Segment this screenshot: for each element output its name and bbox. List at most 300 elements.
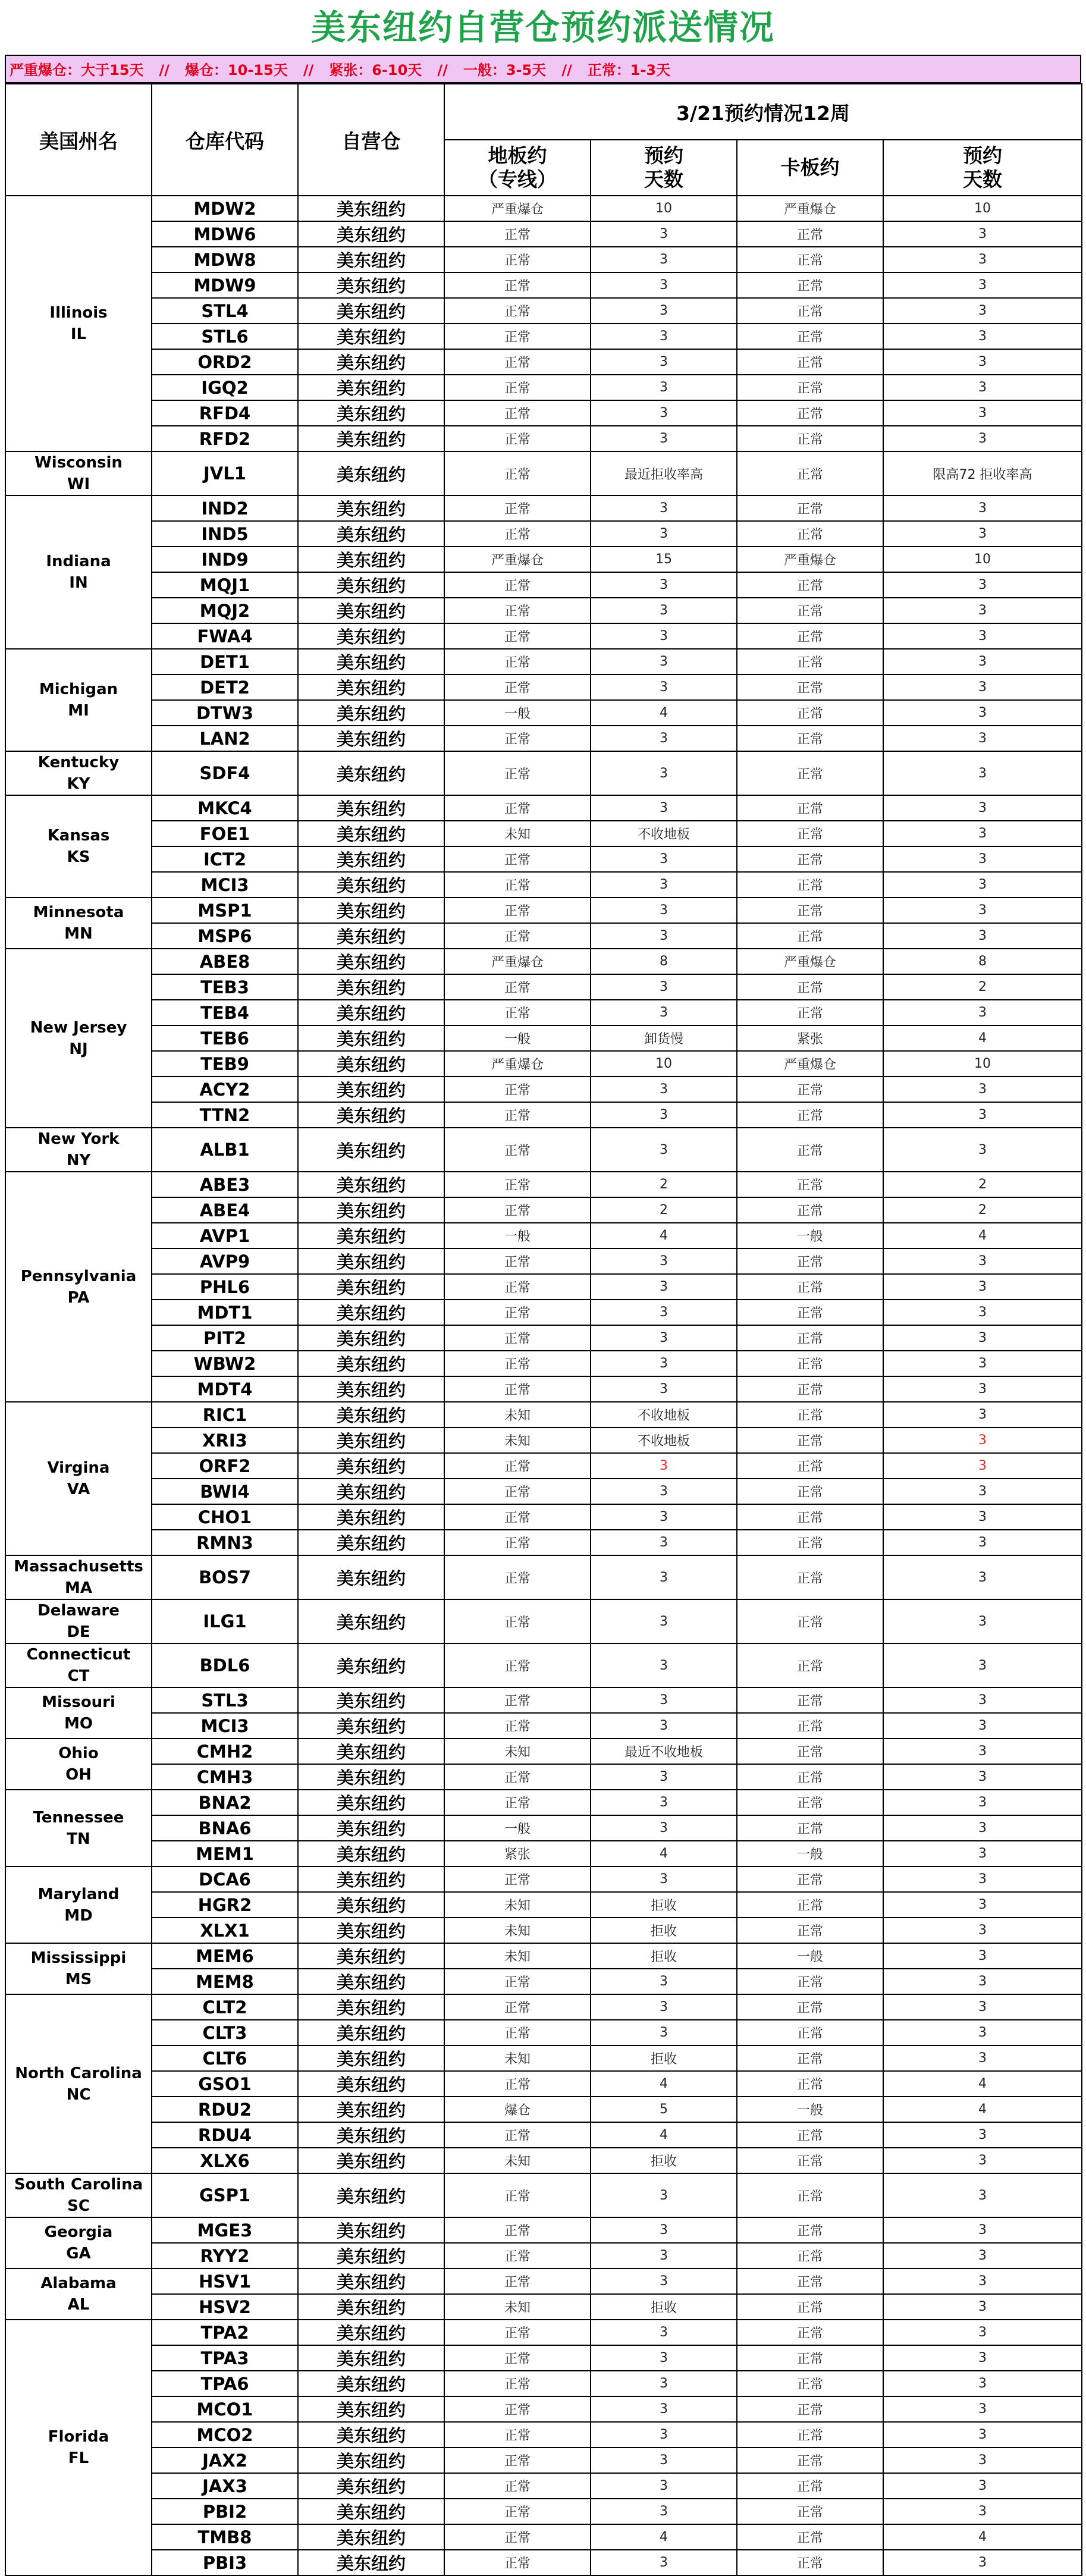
table-row	[5, 2268, 1082, 2294]
floor-days: 3	[591, 726, 737, 751]
pallet-status: 一般	[737, 1943, 883, 1969]
warehouse-name: 美东纽约	[298, 572, 444, 598]
pallet-status: 正常	[737, 1274, 883, 1300]
table-row	[5, 2294, 1082, 2320]
pallet-days: 3	[883, 1530, 1082, 1555]
warehouse-name: 美东纽约	[298, 674, 444, 700]
table-row	[5, 1530, 1082, 1555]
warehouse-code: STL4	[152, 298, 298, 324]
table-row	[5, 1376, 1082, 1402]
floor-days: 最近不收地板	[591, 1739, 737, 1764]
pallet-status: 正常	[737, 923, 883, 949]
warehouse-name: 美东纽约	[298, 1841, 444, 1866]
pallet-days: 3	[883, 1687, 1082, 1713]
pallet-status: 紧张	[737, 1025, 883, 1051]
floor-days: 3	[591, 2345, 737, 2371]
floor-status: 正常	[444, 623, 591, 649]
warehouse-name: 美东纽约	[298, 1815, 444, 1841]
warehouse-code: DTW3	[152, 700, 298, 726]
floor-days: 3	[591, 1994, 737, 2020]
warehouse-code: TEB3	[152, 974, 298, 1000]
pallet-status: 正常	[737, 700, 883, 726]
warehouse-name: 美东纽约	[298, 1866, 444, 1892]
floor-days: 3	[591, 572, 737, 598]
pallet-days: 3	[883, 898, 1082, 923]
floor-days: 4	[591, 2122, 737, 2148]
floor-status: 正常	[444, 2345, 591, 2371]
table-row	[5, 623, 1082, 649]
floor-status: 正常	[444, 1530, 591, 1555]
warehouse-code: ORF2	[152, 1453, 298, 1479]
floor-status: 一般	[444, 1025, 591, 1051]
floor-status: 正常	[444, 495, 591, 521]
floor-status: 正常	[444, 2173, 591, 2217]
floor-days: 3	[591, 349, 737, 375]
warehouse-code: XLX6	[152, 2148, 298, 2173]
pallet-days: 3	[883, 1892, 1082, 1918]
pallet-status: 正常	[737, 1994, 883, 2020]
floor-status: 正常	[444, 298, 591, 324]
floor-status: 正常	[444, 898, 591, 923]
table-row	[5, 2448, 1082, 2473]
warehouse-code: BOS7	[152, 1555, 298, 1599]
floor-days: 4	[591, 2071, 737, 2097]
floor-status: 正常	[444, 426, 591, 451]
pallet-days: 3	[883, 1248, 1082, 1274]
pallet-days: 3	[883, 598, 1082, 623]
header-state: 美国州名	[5, 84, 152, 196]
warehouse-code: LAN2	[152, 726, 298, 751]
table-row	[5, 1969, 1082, 1994]
pallet-status: 正常	[737, 2217, 883, 2243]
pallet-status: 正常	[737, 1300, 883, 1325]
warehouse-code: RMN3	[152, 1530, 298, 1555]
warehouse-name: 美东纽约	[298, 1376, 444, 1402]
pallet-status: 正常	[737, 2371, 883, 2396]
pallet-status: 严重爆仓	[737, 196, 883, 221]
floor-status: 严重爆仓	[444, 547, 591, 572]
pallet-days: 4	[883, 1223, 1082, 1248]
pallet-days: 3	[883, 324, 1082, 349]
floor-days: 3	[591, 247, 737, 272]
pallet-status: 严重爆仓	[737, 547, 883, 572]
floor-days: 3	[591, 2550, 737, 2575]
warehouse-name: 美东纽约	[298, 2396, 444, 2422]
table-row	[5, 598, 1082, 623]
floor-days: 不收地板	[591, 1402, 737, 1427]
floor-status: 正常	[444, 2524, 591, 2550]
warehouse-name: 美东纽约	[298, 521, 444, 547]
pallet-status: 正常	[737, 2173, 883, 2217]
pallet-days: 3	[883, 2396, 1082, 2422]
warehouse-name: 美东纽约	[298, 1918, 444, 1943]
warehouse-code: JVL1	[152, 451, 298, 495]
floor-status: 未知	[444, 1739, 591, 1764]
warehouse-name: 美东纽约	[298, 1351, 444, 1376]
warehouse-name: 美东纽约	[298, 2371, 444, 2396]
floor-status: 正常	[444, 1077, 591, 1102]
pallet-days: 3	[883, 1427, 1082, 1453]
warehouse-name: 美东纽约	[298, 2020, 444, 2045]
floor-days: 4	[591, 1223, 737, 1248]
pallet-status: 正常	[737, 2345, 883, 2371]
floor-days: 3	[591, 2173, 737, 2217]
state-cell: Minnesota MN	[5, 898, 152, 949]
pallet-status: 正常	[737, 2448, 883, 2473]
pallet-days: 10	[883, 196, 1082, 221]
warehouse-name: 美东纽约	[298, 426, 444, 451]
floor-days: 3	[591, 1687, 737, 1713]
floor-status: 爆仓	[444, 2097, 591, 2122]
warehouse-code: RDU4	[152, 2122, 298, 2148]
state-cell: Georgia GA	[5, 2217, 152, 2268]
warehouse-code: ABE3	[152, 1172, 298, 1197]
floor-days: 3	[591, 2243, 737, 2268]
pallet-days: 3	[883, 1994, 1082, 2020]
floor-status: 正常	[444, 674, 591, 700]
floor-days: 8	[591, 949, 737, 974]
warehouse-name: 美东纽约	[298, 196, 444, 221]
floor-status: 正常	[444, 1764, 591, 1790]
warehouse-name: 美东纽约	[298, 1790, 444, 1815]
pallet-days: 3	[883, 1402, 1082, 1427]
floor-status: 正常	[444, 1376, 591, 1402]
header-floor: 地板约 （专线）	[444, 140, 591, 196]
pallet-days: 3	[883, 247, 1082, 272]
warehouse-name: 美东纽约	[298, 1025, 444, 1051]
floor-status: 正常	[444, 272, 591, 298]
pallet-days: 3	[883, 2448, 1082, 2473]
table-row	[5, 1643, 1082, 1687]
state-cell: New York NY	[5, 1128, 152, 1172]
pallet-status: 正常	[737, 598, 883, 623]
floor-days: 3	[591, 674, 737, 700]
pallet-days: 3	[883, 2345, 1082, 2371]
floor-status: 一般	[444, 1223, 591, 1248]
floor-days: 3	[591, 2020, 737, 2045]
floor-days: 3	[591, 751, 737, 795]
warehouse-name: 美东纽约	[298, 923, 444, 949]
warehouse-code: MDT4	[152, 1376, 298, 1402]
table-row	[5, 221, 1082, 247]
floor-status: 正常	[444, 324, 591, 349]
warehouse-name: 美东纽约	[298, 1969, 444, 1994]
pallet-days: 3	[883, 426, 1082, 451]
warehouse-code: TPA2	[152, 2320, 298, 2345]
warehouse-code: CMH2	[152, 1739, 298, 1764]
state-cell: Wisconsin WI	[5, 451, 152, 495]
pallet-status: 正常	[737, 2148, 883, 2173]
floor-status: 一般	[444, 700, 591, 726]
warehouse-name: 美东纽约	[298, 2524, 444, 2550]
table-row	[5, 846, 1082, 872]
pallet-days: 3	[883, 2045, 1082, 2071]
pallet-days: 3	[883, 2148, 1082, 2173]
table-row	[5, 1325, 1082, 1351]
pallet-status: 正常	[737, 1866, 883, 1892]
pallet-days: 4	[883, 2097, 1082, 2122]
header-floor-days: 预约 天数	[591, 140, 737, 196]
floor-status: 紧张	[444, 1841, 591, 1866]
floor-status: 正常	[444, 2243, 591, 2268]
legend-item: 严重爆仓：大于15天	[10, 62, 144, 79]
warehouse-code: GSO1	[152, 2071, 298, 2097]
pallet-days: 3	[883, 298, 1082, 324]
table-row	[5, 1427, 1082, 1453]
header-group: 3/21预约情况12周	[444, 84, 1082, 140]
table-row	[5, 1351, 1082, 1376]
pallet-days: 4	[883, 2071, 1082, 2097]
floor-status: 正常	[444, 1555, 591, 1599]
floor-days: 3	[591, 2396, 737, 2422]
table-row	[5, 949, 1082, 974]
pallet-status: 正常	[737, 1197, 883, 1223]
pallet-days: 3	[883, 272, 1082, 298]
floor-days: 3	[591, 1790, 737, 1815]
floor-status: 严重爆仓	[444, 1051, 591, 1077]
pallet-status: 正常	[737, 795, 883, 821]
pallet-days: 3	[883, 2020, 1082, 2045]
warehouse-name: 美东纽约	[298, 623, 444, 649]
warehouse-code: TTN2	[152, 1102, 298, 1128]
table-row	[5, 1077, 1082, 1102]
pallet-days: 3	[883, 2243, 1082, 2268]
floor-days: 3	[591, 923, 737, 949]
warehouse-code: MDW2	[152, 196, 298, 221]
state-cell: Connecticut CT	[5, 1643, 152, 1687]
warehouse-code: IND9	[152, 547, 298, 572]
pallet-days: 3	[883, 821, 1082, 846]
warehouse-name: 美东纽约	[298, 495, 444, 521]
floor-status: 正常	[444, 1274, 591, 1300]
floor-days: 3	[591, 974, 737, 1000]
floor-status: 正常	[444, 923, 591, 949]
table-row	[5, 196, 1082, 221]
floor-days: 3	[591, 1300, 737, 1325]
pallet-status: 正常	[737, 2020, 883, 2045]
floor-days: 3	[591, 1077, 737, 1102]
table-row	[5, 400, 1082, 426]
table-row	[5, 2371, 1082, 2396]
warehouse-code: CLT3	[152, 2020, 298, 2045]
state-cell: Maryland MD	[5, 1866, 152, 1943]
warehouse-name: 美东纽约	[298, 1000, 444, 1025]
floor-status: 正常	[444, 2448, 591, 2473]
state-cell: Ohio OH	[5, 1739, 152, 1790]
warehouse-code: JAX2	[152, 2448, 298, 2473]
pallet-status: 正常	[737, 1427, 883, 1453]
floor-status: 正常	[444, 1866, 591, 1892]
floor-status: 正常	[444, 1325, 591, 1351]
pallet-days: 3	[883, 1453, 1082, 1479]
warehouse-name: 美东纽约	[298, 898, 444, 923]
warehouse-name: 美东纽约	[298, 1223, 444, 1248]
pallet-status: 正常	[737, 375, 883, 400]
table-row	[5, 1892, 1082, 1918]
legend-separator: //	[561, 62, 572, 79]
warehouse-code: TMB8	[152, 2524, 298, 2550]
floor-days: 3	[591, 1555, 737, 1599]
floor-days: 3	[591, 2473, 737, 2499]
pallet-status: 正常	[737, 2071, 883, 2097]
legend-item: 一般：3-5天	[463, 62, 547, 79]
pallet-days: 3	[883, 1300, 1082, 1325]
warehouse-name: 美东纽约	[298, 2122, 444, 2148]
warehouse-code: XRI3	[152, 1427, 298, 1453]
warehouse-code: MCO2	[152, 2422, 298, 2448]
floor-status: 正常	[444, 795, 591, 821]
pallet-status: 正常	[737, 898, 883, 923]
pallet-status: 正常	[737, 247, 883, 272]
pallet-status: 正常	[737, 623, 883, 649]
floor-status: 严重爆仓	[444, 949, 591, 974]
pallet-status: 正常	[737, 1172, 883, 1197]
pallet-status: 一般	[737, 2097, 883, 2122]
pallet-days: 3	[883, 2217, 1082, 2243]
legend-separator: //	[159, 62, 170, 79]
warehouse-name: 美东纽约	[298, 2217, 444, 2243]
pallet-status: 正常	[737, 495, 883, 521]
floor-status: 正常	[444, 2499, 591, 2524]
pallet-status: 正常	[737, 974, 883, 1000]
floor-status: 正常	[444, 451, 591, 495]
pallet-days: 3	[883, 1555, 1082, 1599]
floor-status: 正常	[444, 1504, 591, 1530]
warehouse-name: 美东纽约	[298, 1325, 444, 1351]
warehouse-code: CHO1	[152, 1504, 298, 1530]
warehouse-name: 美东纽约	[298, 1248, 444, 1274]
warehouse-code: BNA6	[152, 1815, 298, 1841]
floor-days: 3	[591, 1248, 737, 1274]
pallet-days: 3	[883, 1599, 1082, 1643]
pallet-status: 正常	[737, 426, 883, 451]
floor-status: 正常	[444, 2217, 591, 2243]
warehouse-name: 美东纽约	[298, 451, 444, 495]
floor-days: 3	[591, 1866, 737, 1892]
warehouse-name: 美东纽约	[298, 649, 444, 674]
warehouse-name: 美东纽约	[298, 1643, 444, 1687]
pallet-status: 正常	[737, 1402, 883, 1427]
table-row	[5, 1866, 1082, 1892]
floor-days: 不收地板	[591, 821, 737, 846]
warehouse-name: 美东纽约	[298, 2448, 444, 2473]
pallet-days: 4	[883, 2524, 1082, 2550]
state-cell: Florida FL	[5, 2320, 152, 2575]
state-cell: Pennsylvania PA	[5, 1172, 152, 1402]
pallet-status: 严重爆仓	[737, 949, 883, 974]
warehouse-code: HSV1	[152, 2268, 298, 2294]
warehouse-name: 美东纽约	[298, 846, 444, 872]
pallet-status: 正常	[737, 272, 883, 298]
pallet-days: 3	[883, 623, 1082, 649]
pallet-days: 3	[883, 2320, 1082, 2345]
warehouse-code: TEB9	[152, 1051, 298, 1077]
warehouse-code: MQJ2	[152, 598, 298, 623]
table-row	[5, 726, 1082, 751]
table-row	[5, 1504, 1082, 1530]
floor-days: 5	[591, 2097, 737, 2122]
warehouse-name: 美东纽约	[298, 974, 444, 1000]
warehouse-name: 美东纽约	[298, 272, 444, 298]
pallet-days: 3	[883, 649, 1082, 674]
floor-days: 3	[591, 272, 737, 298]
table-row	[5, 1172, 1082, 1197]
legend-item: 紧张：6-10天	[329, 62, 422, 79]
floor-days: 3	[591, 2448, 737, 2473]
pallet-days: 3	[883, 2499, 1082, 2524]
floor-days: 不收地板	[591, 1427, 737, 1453]
floor-days: 3	[591, 898, 737, 923]
pallet-days: 3	[883, 2422, 1082, 2448]
pallet-days: 3	[883, 1643, 1082, 1687]
floor-status: 正常	[444, 2473, 591, 2499]
state-cell: North Carolina NC	[5, 1994, 152, 2173]
warehouse-code: MSP1	[152, 898, 298, 923]
warehouse-code: WBW2	[152, 1351, 298, 1376]
floor-status: 正常	[444, 1790, 591, 1815]
pallet-days: 3	[883, 726, 1082, 751]
table-row	[5, 2422, 1082, 2448]
floor-status: 未知	[444, 1918, 591, 1943]
floor-days: 卸货慢	[591, 1025, 737, 1051]
table-row	[5, 1790, 1082, 1815]
warehouse-name: 美东纽约	[298, 2473, 444, 2499]
pallet-status: 正常	[737, 1555, 883, 1599]
pallet-days: 3	[883, 1504, 1082, 1530]
pallet-days: 10	[883, 547, 1082, 572]
floor-days: 3	[591, 298, 737, 324]
pallet-status: 正常	[737, 1479, 883, 1504]
floor-status: 未知	[444, 1427, 591, 1453]
pallet-days: 3	[883, 751, 1082, 795]
pallet-status: 正常	[737, 726, 883, 751]
pallet-status: 正常	[737, 1892, 883, 1918]
warehouse-code: RFD2	[152, 426, 298, 451]
warehouse-code: RFD4	[152, 400, 298, 426]
floor-days: 3	[591, 846, 737, 872]
sheet	[5, 0, 1081, 2576]
state-cell: Indiana IN	[5, 495, 152, 649]
floor-status: 正常	[444, 2320, 591, 2345]
floor-status: 正常	[444, 2371, 591, 2396]
table-row	[5, 751, 1082, 795]
pallet-status: 正常	[737, 1530, 883, 1555]
floor-status: 正常	[444, 1000, 591, 1025]
table-row	[5, 898, 1082, 923]
warehouse-name: 美东纽约	[298, 2550, 444, 2575]
warehouse-code: TPA6	[152, 2371, 298, 2396]
floor-status: 正常	[444, 221, 591, 247]
table-header	[5, 84, 1082, 196]
warehouse-name: 美东纽约	[298, 726, 444, 751]
warehouse-code: MEM1	[152, 1841, 298, 1866]
table-row	[5, 1248, 1082, 1274]
floor-status: 正常	[444, 247, 591, 272]
header-code: 仓库代码	[152, 84, 298, 196]
table-row	[5, 821, 1082, 846]
table-row	[5, 1599, 1082, 1643]
warehouse-name: 美东纽约	[298, 1453, 444, 1479]
floor-days: 3	[591, 872, 737, 898]
floor-status: 正常	[444, 1687, 591, 1713]
warehouse-name: 美东纽约	[298, 1713, 444, 1739]
warehouse-code: ILG1	[152, 1599, 298, 1643]
floor-days: 3	[591, 1530, 737, 1555]
floor-status: 未知	[444, 1943, 591, 1969]
table-row	[5, 2499, 1082, 2524]
floor-days: 4	[591, 2524, 737, 2550]
floor-days: 3	[591, 2422, 737, 2448]
